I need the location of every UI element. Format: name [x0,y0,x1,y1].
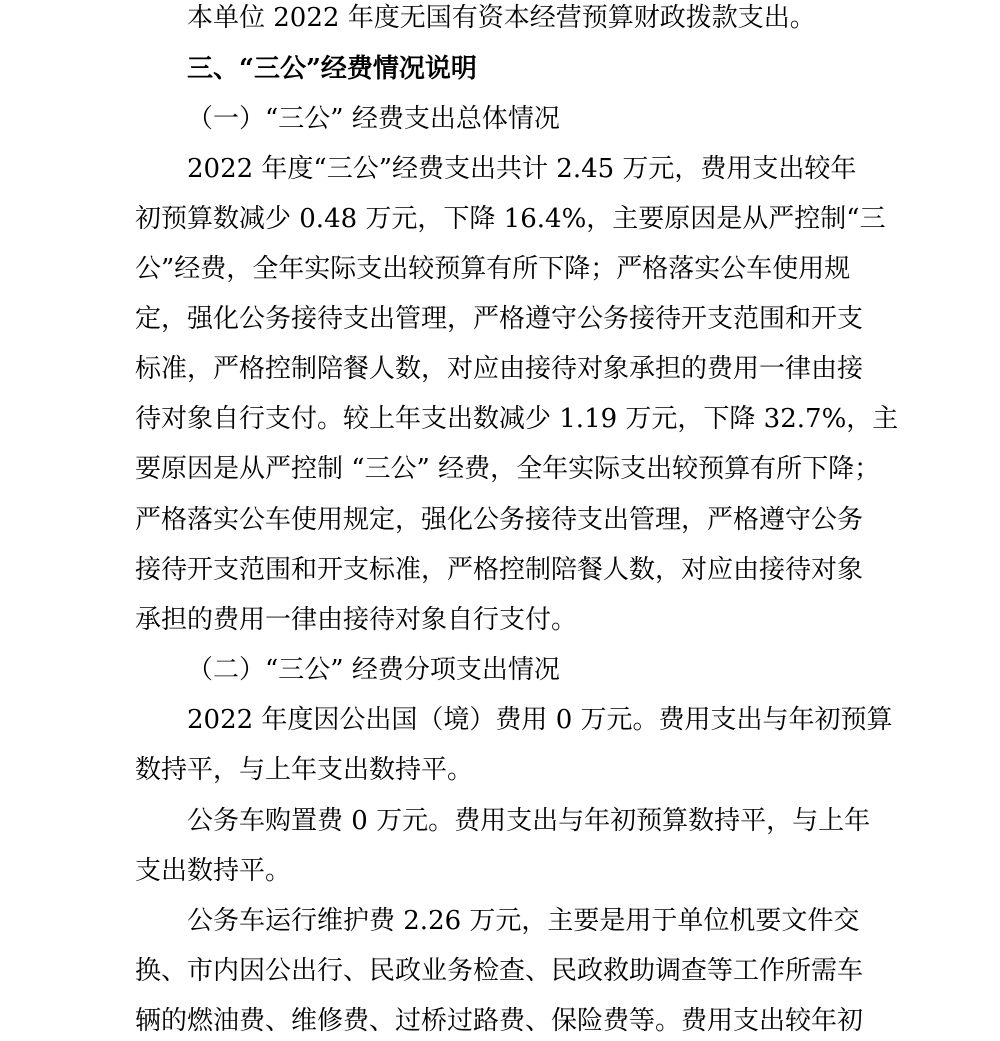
paragraph-line: 定，强化公务接待支出管理，严格遵守公务接待开支范围和开支 [135,304,864,334]
paragraph-line: 初预算数减少 0.48 万元，下降 16.4%，主要原因是从严控制“三 [135,204,886,234]
paragraph-line: 本单位 2022 年度无国有资本经营预算财政拨款支出。 [187,3,816,33]
paragraph-line: 公”经费，全年实际支出较预算有所下降；严格落实公车使用规 [135,254,851,284]
paragraph-line: 公务车运行维护费 2.26 万元，主要是用于单位机要文件交 [187,906,860,936]
paragraph-line: 数持平，与上年支出数持平。 [135,755,474,785]
paragraph-line: 严格落实公车使用规定，强化公务接待支出管理，严格遵守公务 [135,505,864,535]
paragraph-line: 承担的费用一律由接待对象自行支付。 [135,605,578,635]
paragraph-line: 支出数持平。 [135,856,292,886]
paragraph-line: 接待开支范围和开支标准，严格控制陪餐人数，对应由接待对象 [135,555,864,585]
paragraph-line: 2022 年度“三公”经费支出共计 2.45 万元，费用支出较年 [187,154,857,184]
paragraph-line: 公务车购置费 0 万元。费用支出与年初预算数持平，与上年 [187,806,871,836]
paragraph-line: 辆的燃油费、维修费、过桥过路费、保险费等。费用支出较年初 [135,1006,864,1036]
paragraph-line: 2022 年度因公出国（境）费用 0 万元。费用支出与年初预算 [187,705,893,735]
paragraph-line: 换、市内因公出行、民政业务检查、民政救助调查等工作所需车 [135,956,864,986]
section-heading: 三、“三公”经费情况说明 [187,54,477,84]
subsection-heading: （二）“三公” 经费分项支出情况 [187,655,560,685]
paragraph-line: 要原因是从严控制 “三公” 经费，全年实际支出较预算有所下降； [135,454,881,484]
paragraph-line: 标准，严格控制陪餐人数，对应由接待对象承担的费用一律由接 [135,354,864,384]
paragraph-line: 待对象自行支付。较上年支出数减少 1.19 万元，下降 32.7%，主 [135,404,899,434]
subsection-heading: （一）“三公” 经费支出总体情况 [187,104,560,134]
